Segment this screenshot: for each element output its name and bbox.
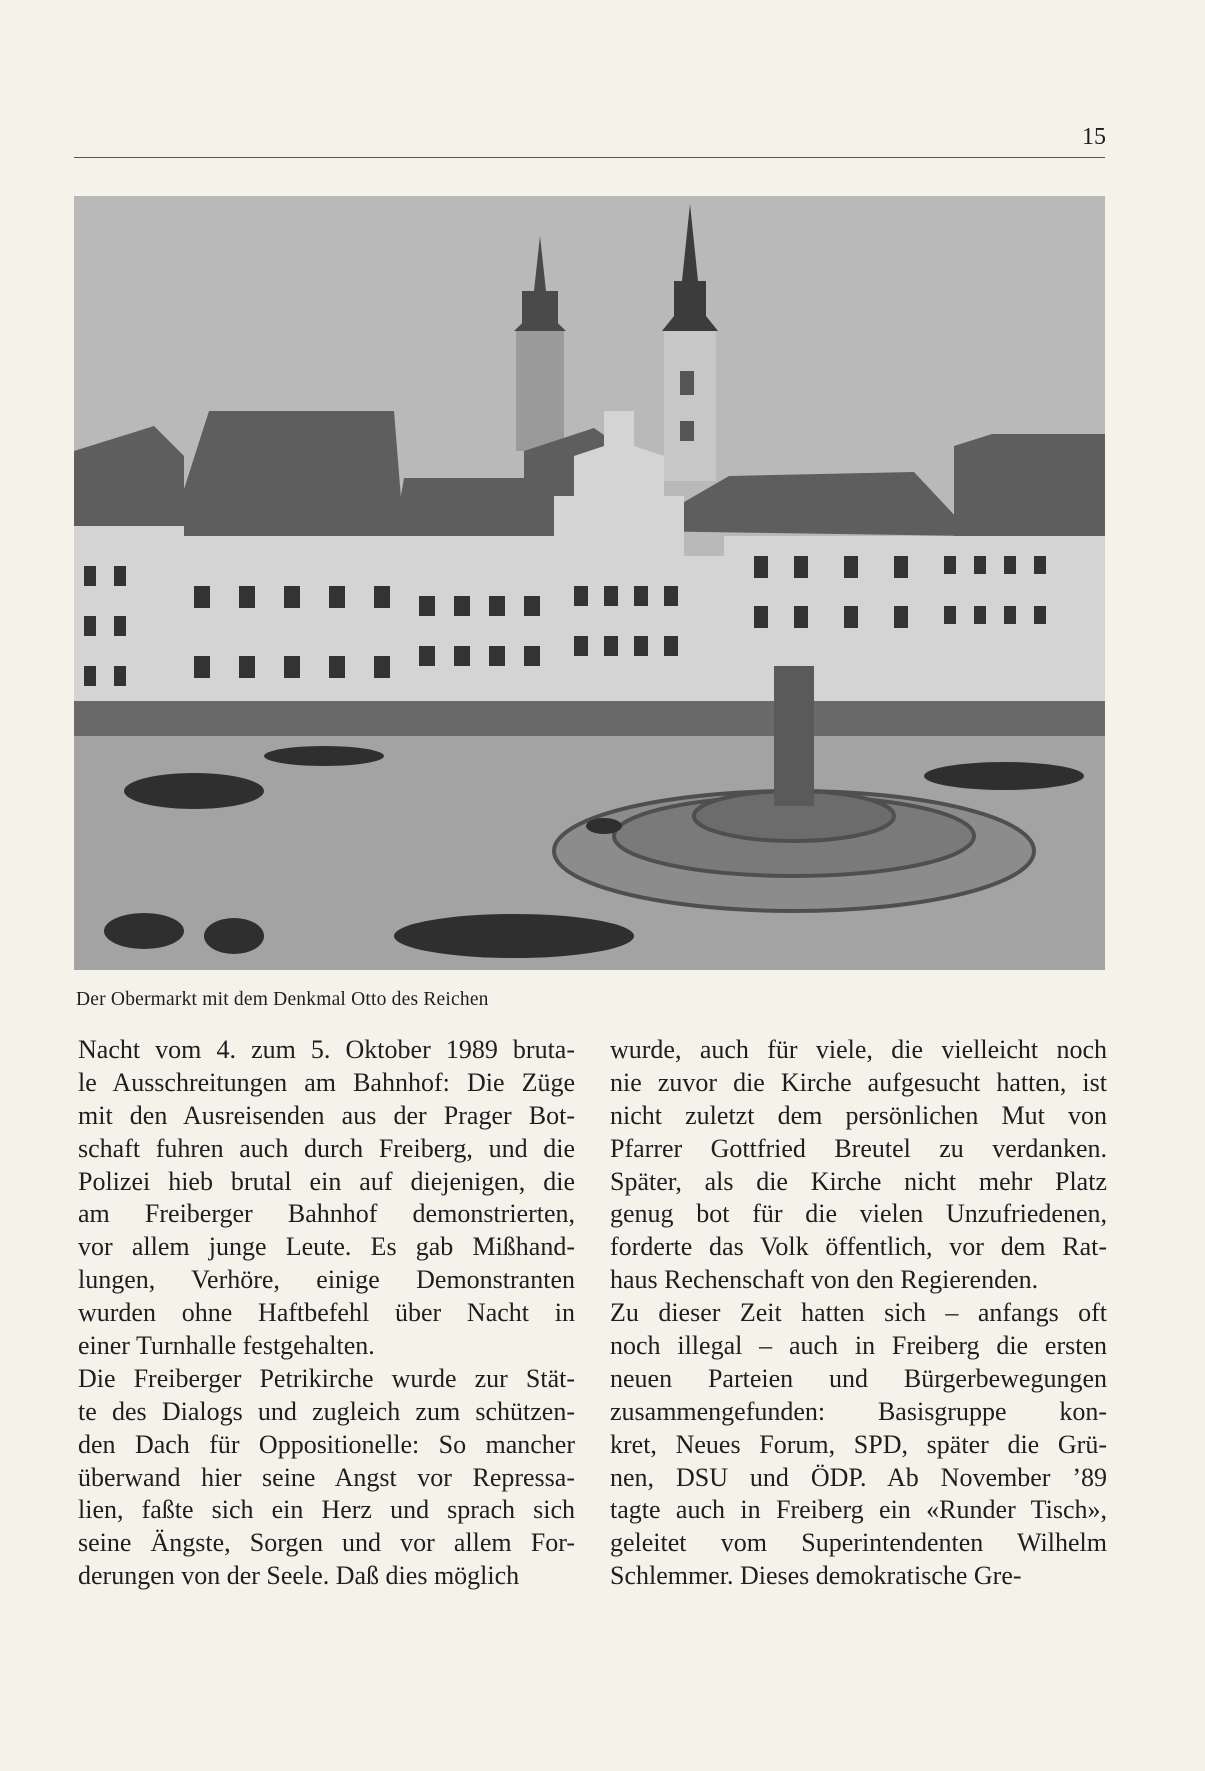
text-column-right xyxy=(610,1034,1107,1593)
text-line: wurde, auch für viele, die vielleicht noch xyxy=(610,1035,1107,1064)
text-line: Zu dieser Zeit hatten sich – anfangs oft xyxy=(610,1298,1107,1328)
page-number: 15 xyxy=(1082,124,1106,150)
figure-caption: Der Obermarkt mit dem Denkmal Otto des Reichen xyxy=(76,989,489,1010)
text-line: mit den Ausreisenden aus der Prager Bot- xyxy=(78,1100,575,1130)
text-line: tagte auch in Freiberg ein «Runder Tisch», xyxy=(610,1495,1107,1525)
text-line: neuen Parteien und Bürgerbewegungen xyxy=(610,1363,1107,1393)
text-column-left xyxy=(78,1034,575,1593)
text-line: schaft fuhren auch durch Freiberg, und die xyxy=(78,1133,575,1163)
text-line: nen, DSU und ÖDP. Ab November ’89 xyxy=(610,1462,1107,1492)
text-line: wurden ohne Haftbefehl über Nacht in xyxy=(78,1298,575,1328)
text-line: haus Rechenschaft von den Regierenden. xyxy=(610,1265,1039,1295)
text-line: le Ausschreitungen am Bahnhof: Die Züge xyxy=(78,1067,575,1097)
text-line: noch illegal – auch in Freiberg die ersten xyxy=(610,1331,1107,1361)
header-rule xyxy=(74,157,1105,158)
text-line: lien, faßte sich ein Herz und sprach sich xyxy=(78,1495,575,1525)
text-line: lungen, Verhöre, einige Demonstranten xyxy=(78,1265,575,1295)
text-line: Nacht vom 4. zum 5. Oktober 1989 bruta- xyxy=(78,1035,575,1064)
text-line: den Dach für Oppositionelle: So mancher xyxy=(78,1429,575,1459)
text-line: überwand hier seine Angst vor Repressa- xyxy=(78,1462,575,1492)
text-line: nicht zuletzt dem persönlichen Mut von xyxy=(610,1100,1107,1130)
text-line: Schlemmer. Dieses demokratische Gre- xyxy=(610,1561,1022,1591)
text-line: forderte das Volk öffentlich, vor dem Rat- xyxy=(610,1232,1107,1262)
text-line: Polizei hieb brutal ein auf diejenigen, die xyxy=(78,1166,575,1196)
text-line: Die Freiberger Petrikirche wurde zur Stät- xyxy=(78,1363,575,1393)
photo-illustration xyxy=(74,196,1105,970)
text-line: geleitet vom Superintendenten Wilhelm xyxy=(610,1528,1107,1558)
photo-obermarkt xyxy=(74,196,1105,970)
text-line: genug bot für die vielen Unzufriedenen, xyxy=(610,1199,1107,1229)
text-line: zusammengefunden: Basisgruppe kon- xyxy=(610,1396,1107,1426)
text-line: kret, Neues Forum, SPD, später die Grü- xyxy=(610,1429,1107,1459)
text-line: Später, als die Kirche nicht mehr Platz xyxy=(610,1166,1107,1196)
text-line: derungen von der Seele. Daß dies möglich xyxy=(78,1561,520,1591)
text-line: einer Turnhalle festgehalten. xyxy=(78,1331,375,1361)
text-line: am Freiberger Bahnhof demonstrierten, xyxy=(78,1199,575,1229)
text-line: nie zuvor die Kirche aufgesucht hatten, ist xyxy=(610,1067,1107,1097)
text-line: te des Dialogs und zugleich zum schützen- xyxy=(78,1396,575,1426)
text-line: Pfarrer Gottfried Breutel zu verdanken. xyxy=(610,1133,1107,1163)
shop-fronts xyxy=(74,701,1105,736)
text-line: vor allem junge Leute. Es gab Mißhand- xyxy=(78,1232,575,1262)
text-line: seine Ängste, Sorgen und vor allem For- xyxy=(78,1528,575,1558)
